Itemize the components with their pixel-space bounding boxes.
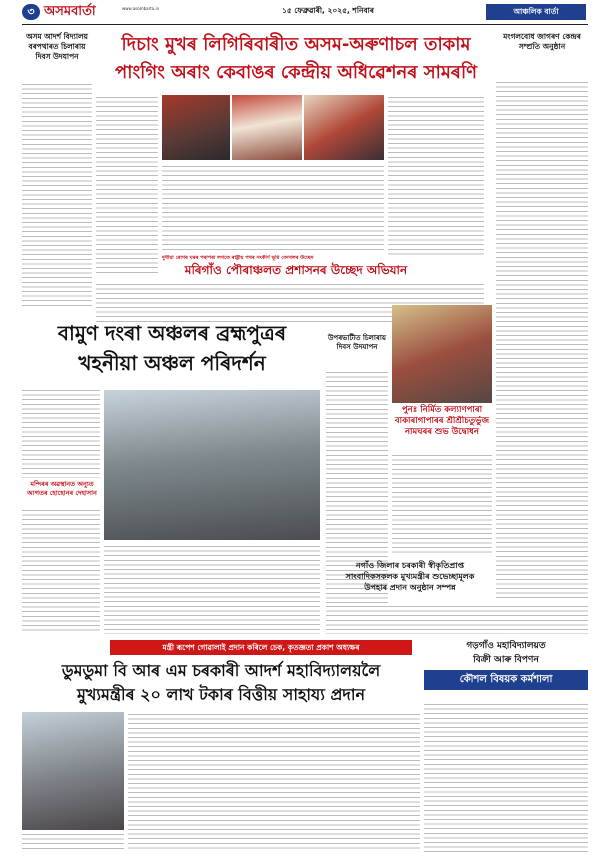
article-body bbox=[22, 82, 92, 307]
section-tab bbox=[486, 4, 586, 20]
gargaon-headline-line1: গড়গাঁও মহাবিদ্যালয়ত bbox=[466, 641, 546, 651]
lead-body-col3 bbox=[388, 95, 484, 255]
dumduma-photo bbox=[22, 712, 124, 830]
kalyanpara-body bbox=[392, 453, 492, 555]
article-left-top bbox=[22, 32, 92, 312]
gargaon-headline-line3 bbox=[424, 670, 588, 690]
dumduma-article bbox=[22, 660, 420, 708]
bamun-article bbox=[22, 320, 322, 384]
gargaon-headline-line2: বিক্ৰী আৰু বিপণন bbox=[473, 655, 539, 665]
lead-headline-line1: দিচাং মুখৰ লিগিৰিবাৰীত অসম-অৰুণাচল তাকাম bbox=[121, 34, 471, 55]
lead-photo-3 bbox=[304, 95, 384, 160]
lead-body-col2 bbox=[162, 164, 384, 252]
caption-line: দুখীয়া ৰোগৰ ঘৰৰ পৰাপৰা লগতে ৰাষ্ট্ৰীয় পথৰ সংকীৰ্ণ ভূমি বেদখলৰ উচ্ছেদ bbox=[162, 255, 314, 261]
dumduma-body bbox=[128, 712, 420, 852]
bamun-headline-line2: খহনীয়া অঞ্চল পৰিদৰ্শন bbox=[78, 351, 266, 375]
gargaon-body bbox=[424, 702, 588, 852]
journalist-headline-line3: উপহাৰ প্ৰদান অনুষ্ঠান সম্পন্ন bbox=[364, 583, 456, 592]
lead-headline-line2: পাংগিং অৰাং কেবাঙৰ কেন্দ্ৰীয় অধিৱেশনৰ সামৰণি bbox=[115, 62, 477, 83]
right-top-headline: মংগলবোধ জাগৰণ কেন্দ্ৰৰ সম্প্ৰতি অনুষ্ঠান bbox=[503, 32, 581, 51]
dumduma-headline-line2: মুখ্যমন্ত্ৰীৰ ২০ লাখ টকাৰ বিত্তীয় সাহায্য প্ৰদান bbox=[76, 685, 366, 704]
temple-photo bbox=[392, 305, 492, 403]
upobhojati-headline: উপৰভাটীত চিলাৰায় দিবস উদযাপন bbox=[327, 334, 387, 351]
gargaon-article bbox=[424, 640, 588, 698]
page-number-badge bbox=[22, 4, 40, 20]
page-number: ৩ bbox=[27, 5, 35, 18]
website: www.asombarta.in bbox=[122, 6, 160, 11]
eviction-headline: মৰিগাঁও পৌৰাঞ্চলত প্ৰশাসনৰ উচ্ছেদ অভিযান bbox=[184, 263, 408, 277]
lead-photo-2 bbox=[232, 95, 302, 160]
bamun-headline-line1: বামুণ দংৰা অঞ্চলৰ ব্ৰহ্মপুত্ৰৰ bbox=[57, 321, 287, 345]
masthead bbox=[0, 0, 610, 26]
section-label: আঞ্চলিক বাৰ্তা bbox=[513, 7, 559, 16]
right-top-body bbox=[496, 80, 588, 600]
bamun-body bbox=[22, 388, 100, 478]
kalyanpara-article bbox=[392, 405, 492, 451]
kalyanpara-headline-line2: বাকাৰাগাপাৰৰ শ্ৰীশ্ৰীচতুৰ্ভুজ bbox=[394, 416, 490, 426]
paper-name: অসমবাৰ্তা bbox=[44, 4, 96, 19]
masthead-rule bbox=[22, 24, 588, 25]
dumduma-caption bbox=[22, 832, 124, 852]
article-right-top bbox=[496, 32, 588, 602]
temple-headline: মন্দিৰৰ অৱস্থানত অন্যুত আগতৰ হোহোনৰ দেহাসান bbox=[27, 480, 97, 497]
journalist-article bbox=[326, 560, 494, 604]
dumduma-headline-line1: ডুমডুমা বি আৰ এম চৰকাৰী আদৰ্শ মহাবিদ্যালয়লৈ bbox=[61, 661, 381, 680]
bamun-photo bbox=[104, 390, 320, 540]
kalyanpara-headline-line1: পুনঃ নিৰ্মিত কল্যাণপাৰা bbox=[401, 405, 483, 415]
masthead-date: ১৫ ফেব্ৰুৱাৰী, ২০২৫, শনিবাৰ bbox=[281, 6, 375, 15]
lead-body-col1 bbox=[96, 95, 158, 275]
paper-logo bbox=[44, 4, 106, 20]
lead-article bbox=[96, 32, 496, 94]
journalist-headline-line1: নগাঁও জিলাৰ চৰকাৰী স্বীকৃতিপ্ৰাপ্ত bbox=[355, 561, 465, 570]
red-banner bbox=[110, 640, 412, 655]
gargaon-headline-line3-text: কৌশল বিষয়ক কৰ্মশালা bbox=[459, 674, 553, 685]
journalist-body bbox=[326, 604, 588, 634]
journalist-headline-line2: সাংবাদিকসকলক মুখ্যমন্ত্ৰীৰ শুভেচ্ছামূলক bbox=[345, 572, 475, 581]
lead-photo-1 bbox=[162, 95, 230, 160]
kalyanpara-headline-line3: নামঘৰৰ শুভ উদ্বোধন bbox=[404, 427, 480, 437]
banner-text: মন্ত্ৰী ৰূপেশ গোৱালাই প্ৰদান কৰিলে চেক, কৃতজ্ঞতা প্ৰকাশ অধ্যক্ষৰ bbox=[162, 643, 360, 652]
temple-body bbox=[22, 508, 100, 634]
bamun-body-bottom bbox=[104, 544, 320, 634]
article-headline: অসম আদৰ্শ বিদ্যালয় বৰপথাৰত চিলাৰায় দিবস উদযাপন bbox=[26, 32, 88, 61]
